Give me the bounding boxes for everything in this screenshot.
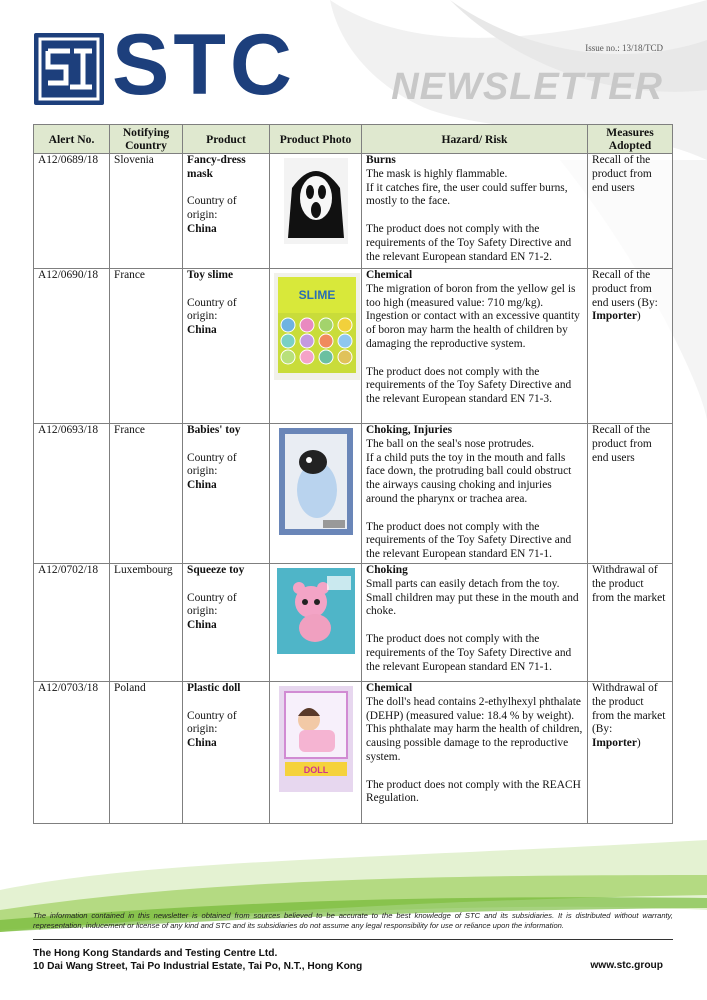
measure-by: Importer — [592, 310, 637, 323]
company-name: The Hong Kong Standards and Testing Centre Ltd. — [33, 948, 278, 959]
hazard-cell — [362, 269, 588, 424]
measure-text: Withdrawal of the product from the market — [592, 564, 666, 604]
svg-text:SLIME: SLIME — [298, 288, 336, 302]
measures-cell — [588, 564, 673, 682]
alerts-table — [33, 124, 673, 824]
measure-text: Recall of the product from end users — [592, 154, 652, 194]
newsletter-title: NEWSLETTER — [391, 66, 663, 108]
hazard-cell — [362, 682, 588, 824]
notifying-country: Luxembourg — [110, 564, 183, 682]
alert-number: A12/0689/18 — [34, 154, 110, 269]
header-measures-adopted: Measures Adopted — [588, 125, 673, 154]
origin-country: China — [187, 324, 217, 337]
hazard-title: Chemical — [366, 682, 413, 694]
table-row — [34, 154, 673, 269]
product-cell — [183, 424, 270, 564]
measures-cell — [588, 154, 673, 269]
mask-photo — [284, 158, 348, 244]
hazard-description: The migration of boron from the yellow gel is too high (measured value: 710 mg/kg). Ingestion or contact with an excessive quantity of boron may harm the health of children by damaging the reproductive system. — [366, 282, 580, 350]
product-photo-cell — [270, 424, 362, 564]
header-product-photo: Product Photo — [270, 125, 362, 154]
compliance-note: The product does not comply with the requirements of the Toy Safety Directive and the relevant European standard EN 71-2. — [366, 222, 572, 263]
hazard-description: The ball on the seal's nose protrudes. If a child puts the toy in the mouth and falls face down, the protruding ball could obstruct the airways causing choking and injuries around the pharynx or trachea area. — [366, 437, 572, 505]
issue-number: Issue no.: 13/18/TCD — [585, 43, 663, 53]
product-name: Babies' toy — [187, 424, 241, 436]
measures-cell: Recall of the product from end users (By: Importer) — [588, 269, 673, 424]
origin-country: China — [187, 737, 217, 750]
notifying-country: Poland — [110, 682, 183, 824]
seal-toy-photo — [279, 428, 353, 535]
product-photo-cell — [270, 682, 362, 824]
table-row — [34, 682, 673, 824]
product-name: Fancy-dress mask — [187, 154, 246, 180]
hazard-cell — [362, 564, 588, 682]
footer-divider — [33, 939, 673, 940]
product-photo-cell — [270, 154, 362, 269]
compliance-note: The product does not comply with the requirements of the Toy Safety Directive and the relevant European standard EN 71-1. — [366, 520, 572, 561]
product-cell — [183, 269, 270, 424]
hazard-cell — [362, 424, 588, 564]
header-alert-no: Alert No. — [34, 125, 110, 154]
compliance-note: The product does not comply with the requirements of the Toy Safety Directive and the relevant European standard EN 71-1. — [366, 632, 572, 673]
product-name: Squeeze toy — [187, 564, 245, 576]
disclaimer-text: The information contained in this newsletter is obtained from sources believed to be accurate to the best knowledge of STC and its subsidiaries. It is distributed without warranty, representation, inducement or license of any kind and STC and its subsidiaries do not assume any legal responsibility for use or reliance upon the information. — [33, 911, 673, 930]
notifying-country: France — [110, 269, 183, 424]
measure-by: Importer — [592, 737, 637, 750]
origin-label: Country of origin: — [187, 195, 237, 222]
measures-cell: Withdrawal of the product from the market (By: Importer) — [588, 682, 673, 824]
newsletter-header — [0, 0, 707, 125]
origin-country: China — [187, 479, 217, 492]
table-row — [34, 424, 673, 564]
origin-country: China — [187, 222, 217, 235]
table-row — [34, 564, 673, 682]
hazard-title: Burns — [366, 154, 396, 166]
compliance-note: The product does not comply with the REACH Regulation. — [366, 778, 581, 805]
product-cell — [183, 564, 270, 682]
table-header-row — [34, 125, 673, 154]
alert-number: A12/0690/18 — [34, 269, 110, 424]
measure-text: Withdrawal of the product from the market (By: — [592, 682, 666, 736]
company-address: 10 Dai Wang Street, Tai Po Industrial Estate, Tai Po, N.T., Hong Kong — [33, 961, 363, 972]
hazard-description: The doll's head contains 2-ethylhexyl phthalate (DEHP) (measured value: 18.4 % by weight). This phthalate may harm the health of children, causing possible damage to the reproductive system. — [366, 695, 583, 763]
hazard-description: The mask is highly flammable. If it catches fire, the user could suffer burns, mostly to the face. — [366, 167, 568, 208]
hazard-description: Small parts can easily detach from the toy. Small children may put these in the mouth and choke. — [366, 577, 579, 618]
product-name: Plastic doll — [187, 682, 241, 694]
header-product: Product — [183, 125, 270, 154]
measure-text: Recall of the product from end users (By: — [592, 269, 658, 309]
header-hazard-risk: Hazard/ Risk — [362, 125, 588, 154]
header-notifying-country: Notifying Country — [110, 125, 183, 154]
origin-country: China — [187, 619, 217, 632]
product-photo-cell — [270, 269, 362, 424]
stc-logo-icon — [34, 33, 104, 105]
doll-photo — [279, 686, 353, 792]
company-block — [33, 947, 362, 973]
compliance-note: The product does not comply with the requirements of the Toy Safety Directive and the relevant European standard EN 71-3. — [366, 365, 572, 406]
origin-label: Country of origin: — [187, 451, 237, 478]
origin-label: Country of origin: — [187, 296, 237, 323]
footer-wave-decoration — [0, 820, 707, 1000]
hazard-cell — [362, 154, 588, 269]
slime-photo — [274, 273, 360, 380]
hazard-title: Choking, Injuries — [366, 424, 453, 436]
alert-number: A12/0702/18 — [34, 564, 110, 682]
alert-number: A12/0703/18 — [34, 682, 110, 824]
squeeze-toy-photo — [277, 568, 355, 654]
stc-logo-text: STC — [112, 17, 296, 113]
measure-text: Recall of the product from end users — [592, 424, 652, 464]
measures-cell — [588, 424, 673, 564]
product-cell — [183, 682, 270, 824]
product-cell — [183, 154, 270, 269]
svg-text:DOLL: DOLL — [303, 765, 328, 775]
table-row — [34, 269, 673, 424]
hazard-title: Choking — [366, 564, 408, 576]
origin-label: Country of origin: — [187, 709, 237, 736]
origin-label: Country of origin: — [187, 591, 237, 618]
hazard-title: Chemical — [366, 269, 413, 281]
notifying-country: Slovenia — [110, 154, 183, 269]
notifying-country: France — [110, 424, 183, 564]
product-photo-cell — [270, 564, 362, 682]
alert-number: A12/0693/18 — [34, 424, 110, 564]
product-name: Toy slime — [187, 269, 234, 281]
website-link[interactable]: www.stc.group — [590, 960, 663, 971]
